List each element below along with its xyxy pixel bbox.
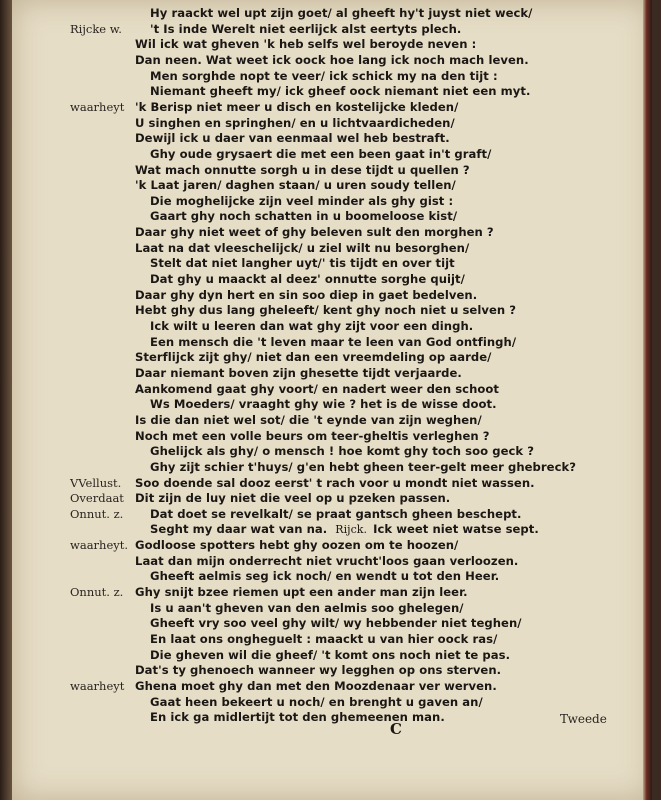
book-page [12,0,652,800]
verse-words: Ghy snijt bzee riemen upt een ander man zijn leer. [135,585,468,600]
verse-words: Gaart ghy noch schatten in u boomeloose kist/ [150,209,458,224]
speaker-label: Onnut. z. [70,506,124,521]
verse-words: Aankomend gaat ghy voort/ en nadert weer den schoot [135,381,500,396]
verse-words: 'k Berisp niet meer u disch en kostelijcke kleden/ [135,99,459,114]
verse-words: Laat na dat vleeschelijck/ u ziel wilt nu besorghen/ [135,240,470,255]
verse-words: Daar niemant boven zijn ghesette tijdt verjaarde. [135,365,462,380]
verse-words: Ghy zijt schier t'huys/ g'en hebt gheen teer-gelt meer ghebreck? [150,459,577,474]
verse-words: Hy raackt wel upt zijn goet/ al gheeft hy't juyst niet weck/ [150,6,533,20]
verse-words: Is u aan't gheven van den aelmis soo ghelegen/ [150,600,464,615]
verse-words: Ws Moeders/ vraaght ghy wie ? het is de wisse doot. [150,397,497,412]
speaker-label: VVellust. [70,475,122,490]
book-spine [0,0,12,800]
verse-words: Ghy oude grysaert die met een been gaat in't graft/ [150,146,492,161]
verse-words: Niemant gheeft my/ ick gheef oock niemant niet een myt. [150,84,531,99]
verse-words: Dat doet se revelkalt/ se praat gantsch gheen beschept. [150,506,522,521]
verse-words: Ghelijck als ghy/ o mensch ! hoe komt ghy toch soo geck ? [150,444,535,459]
verse-words: Daar ghy dyn hert en sin soo diep in gaet bedelven. [135,287,478,302]
verse-words: Gaat heen bekeert u noch/ en brenght u gaven an/ [150,694,483,709]
verse-words: Die moghelijcke zijn veel minder als ghy gist : [150,193,454,208]
verse-words: Dewijl ick u daer van eenmaal wel heb bestraft. [135,131,450,146]
speaker-label: Overdaat [70,491,124,506]
verse-words: Wat mach onnutte sorgh u in dese tijdt u quellen ? [135,162,470,177]
speaker-label: waarheyt [70,99,125,114]
signature-mark: C [390,720,402,738]
verse-words: Gheeft aelmis seg ick noch/ en wendt u tot den Heer. [150,569,500,584]
verse-words: U singhen en springhen/ en u lichtvaardicheden/ [135,115,455,130]
verse-words: Die gheven wil die gheef/ 't komt ons noch niet te pas. [150,647,511,662]
speaker-label: Rijcke w. [70,21,122,36]
verse-words: Dan neen. Wat weet ick oock hoe lang ick noch mach leven. [135,52,529,67]
verse-words: Ick wilt u leeren dan wat ghy zijt voor een dingh. [150,319,474,333]
speaker-label: Onnut. z. [70,585,124,600]
verse-words: Wil ick wat gheven 'k heb selfs wel beroyde neven : [135,37,477,52]
verse-words: 'k Laat jaren/ daghen staan/ u uren soudy tellen/ [135,178,456,193]
verse-words: Is die dan niet wel sot/ die 't eynde van zijn weghen/ [135,412,482,427]
verse-words: Gheeft vry soo veel ghy wilt/ wy hebbender niet teghen/ [150,616,522,631]
verse-words: Een mensch die 't leven maar te leen van God ontfingh/ [150,334,517,349]
verse-words: Sterflijck zijt ghy/ niet dan een vreemdeling op aarde/ [135,350,492,365]
speaker-label: waarheyt. [70,538,129,553]
verse-words: Godloose spotters hebt ghy oozen om te hoozen/ [135,538,459,553]
verse-words: Laat dan mijn onderrecht niet vrucht'loos gaan verloozen. [135,553,519,568]
verse-words: Hebt ghy dus lang gheleeft/ kent ghy noch niet u selven ? [135,303,517,318]
verse-words: Stelt dat niet langher uyt/' tis tijdt en over tijt [150,256,455,271]
speaker-cue: Rijck. [335,523,368,537]
verse-words: Men sorghde nopt te veer/ ick schick my na den tijt : [150,68,498,83]
verse-words: Dat ghy u maackt al deez' onnutte sorghe quijt/ [150,272,465,287]
verse-line [12,708,652,727]
verse-words: Daar ghy niet weet of ghy beleven sult den morghen ? [135,225,494,240]
verse-words: Dat's ty ghenoech wanneer wy legghen op ons sterven. [135,663,502,678]
verse-words: Soo doende sal dooz eerst' t rach voor u mondt niet wassen. [135,475,535,490]
catchword: Tweede [560,712,607,726]
verse-words: Ghena moet ghy dan met den Moozdenaar ver werven. [135,678,497,693]
speaker-label: waarheyt [70,678,125,693]
verse-words: Noch met een volle beurs om teer-gheltis verleghen ? [135,428,490,443]
verse-words: En laat ons ongheguelt : maackt u van hier oock ras/ [150,632,498,646]
verse-words-rest: Ick weet niet watse sept. [373,522,539,537]
verse-words: Dit zijn de luy niet die veel op u pzeken passen. [135,491,451,506]
verse-words: Seght my daar wat van na. [150,522,328,537]
page-edge [643,0,652,800]
verse-words: En ick ga midlertijt tot den ghemeenen man. [150,710,445,725]
verse-words: 't Is inde Werelt niet eerlijck alst eertyts plech. [150,21,462,36]
